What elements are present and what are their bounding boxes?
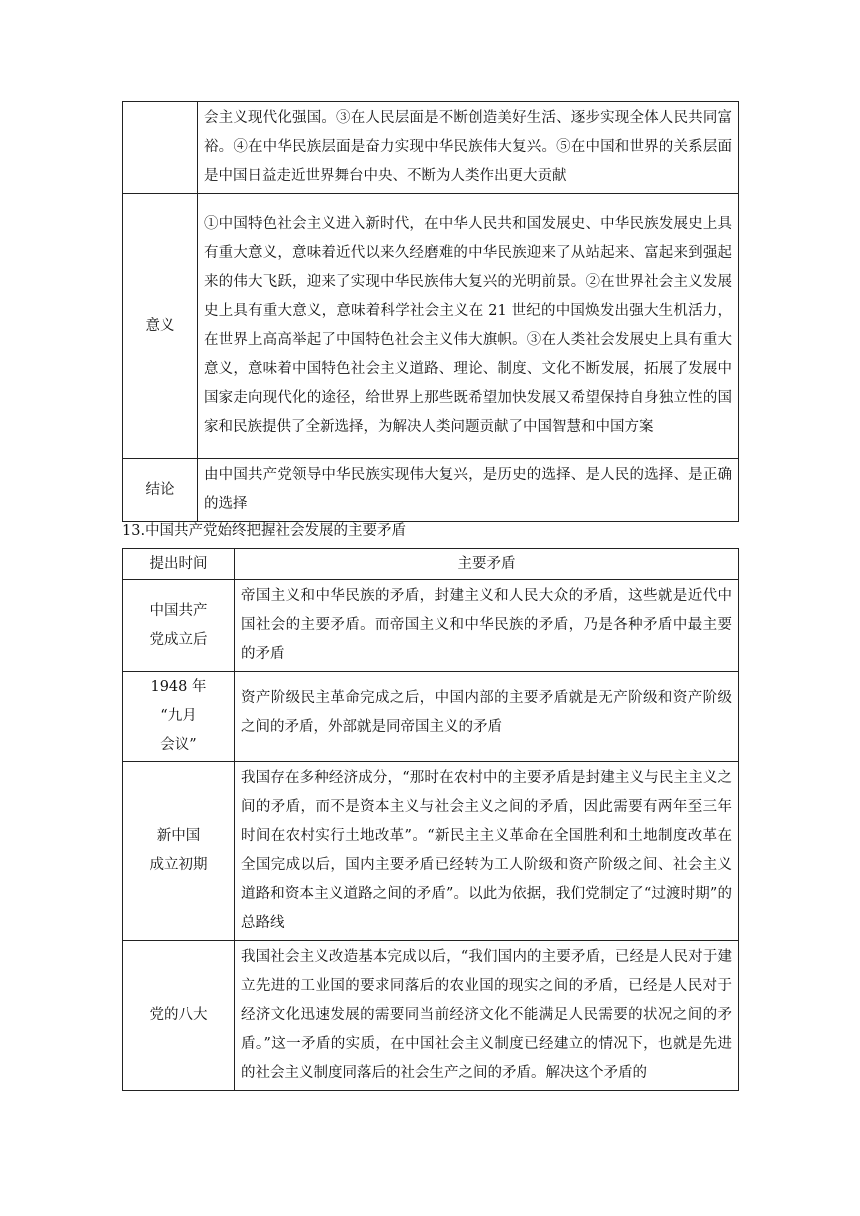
row-label-line: 成立初期	[149, 857, 208, 873]
section-heading: 13.中国共产党始终把握社会发展的主要矛盾	[122, 523, 407, 539]
row-label	[123, 762, 235, 941]
significance-table	[122, 101, 739, 522]
row-label	[123, 580, 235, 672]
column-header-time: 提出时间	[123, 549, 235, 580]
table-row	[123, 580, 739, 672]
row-label-empty	[123, 102, 198, 194]
row-label-line: 新中国	[156, 828, 201, 844]
row-label-line: 1948 年	[150, 679, 207, 695]
row-label	[123, 672, 235, 762]
main-contradiction-table	[122, 548, 739, 1091]
row-text: 会主义现代化强国。③在人民层面是不断创造美好生活、逐步实现全体人民共同富裕。④在中华民族层面是奋力实现中华民族伟大复兴。⑤在中国和世界的关系层面是中国日益走近世界舞台中央、不断为人类作出更大贡献	[198, 102, 739, 194]
table-row	[123, 672, 739, 762]
row-text: 资产阶级民主革命完成之后，中国内部的主要矛盾就是无产阶级和资产阶级之间的矛盾，外部就是同帝国主义的矛盾	[235, 672, 739, 762]
row-label	[123, 941, 235, 1091]
row-text: 由中国共产党领导中华民族实现伟大复兴，是历史的选择、是人民的选择、是正确的选择	[198, 459, 739, 522]
row-label-line: 会议”	[160, 737, 197, 753]
table-row	[123, 102, 739, 194]
table-row	[123, 459, 739, 522]
row-label-line: “九月	[160, 708, 197, 724]
table-row	[123, 762, 739, 941]
row-text: ①中国特色社会主义进入新时代，在中华人民共和国发展史、中华民族发展史上具有重大意义，意味着近代以来久经磨难的中华民族迎来了从站起来、富起来到强起来的伟大飞跃，迎来了实现中华民族伟大复兴的光明前景。②在世界社会主义发展史上具有重大意义，意味着科学社会主义在 21 世纪的中国焕发出强大生机活力，在世界上高高举起了中国特色社会主义伟大旗帜。③在人类社会发展史上具有重大意义，意味着中国特色社会主义道路、理论、制度、文化不断发展，拓展了发展中国家走向现代化的途径，给世界上那些既希望加快发展又希望保持自身独立性的国家和民族提供了全新选择，为解决人类问题贡献了中国智慧和中国方案	[198, 194, 739, 459]
row-text: 帝国主义和中华民族的矛盾，封建主义和人民大众的矛盾，这些就是近代中国社会的主要矛盾。而帝国主义和中华民族的矛盾，乃是各种矛盾中最主要的矛盾	[235, 580, 739, 672]
row-label-line: 党的八大	[149, 1007, 208, 1023]
column-header-contradiction: 主要矛盾	[235, 549, 739, 580]
table-row	[123, 941, 739, 1091]
row-label: 结论	[123, 459, 198, 522]
row-text: 我国社会主义改造基本完成以后，“我们国内的主要矛盾，已经是人民对于建立先进的工业国的要求同落后的农业国的现实之间的矛盾，已经是人民对于经济文化迅速发展的需要同当前经济文化不能满足人民需要的状况之间的矛盾。”这一矛盾的实质，在中国社会主义制度已经建立的情况下，也就是先进的社会主义制度同落后的社会生产之间的矛盾。解决这个矛盾的	[235, 941, 739, 1091]
table-row	[123, 194, 739, 459]
row-label-line: 中国共产	[149, 602, 208, 619]
table-header-row	[123, 549, 739, 580]
row-text: 我国存在多种经济成分，“那时在农村中的主要矛盾是封建主义与民主主义之间的矛盾，而不是资本主义与社会主义之间的矛盾，因此需要有两年至三年时间在农村实行土地改革”。“新民主主义革命在全国胜利和土地制度改革在全国完成以后，国内主要矛盾已经转为工人阶级和资产阶级之间、社会主义道路和资本主义道路之间的矛盾”。以此为依据，我们党制定了“过渡时期”的总路线	[235, 762, 739, 941]
row-label-line: 党成立后	[149, 631, 208, 648]
row-label: 意义	[123, 194, 198, 459]
